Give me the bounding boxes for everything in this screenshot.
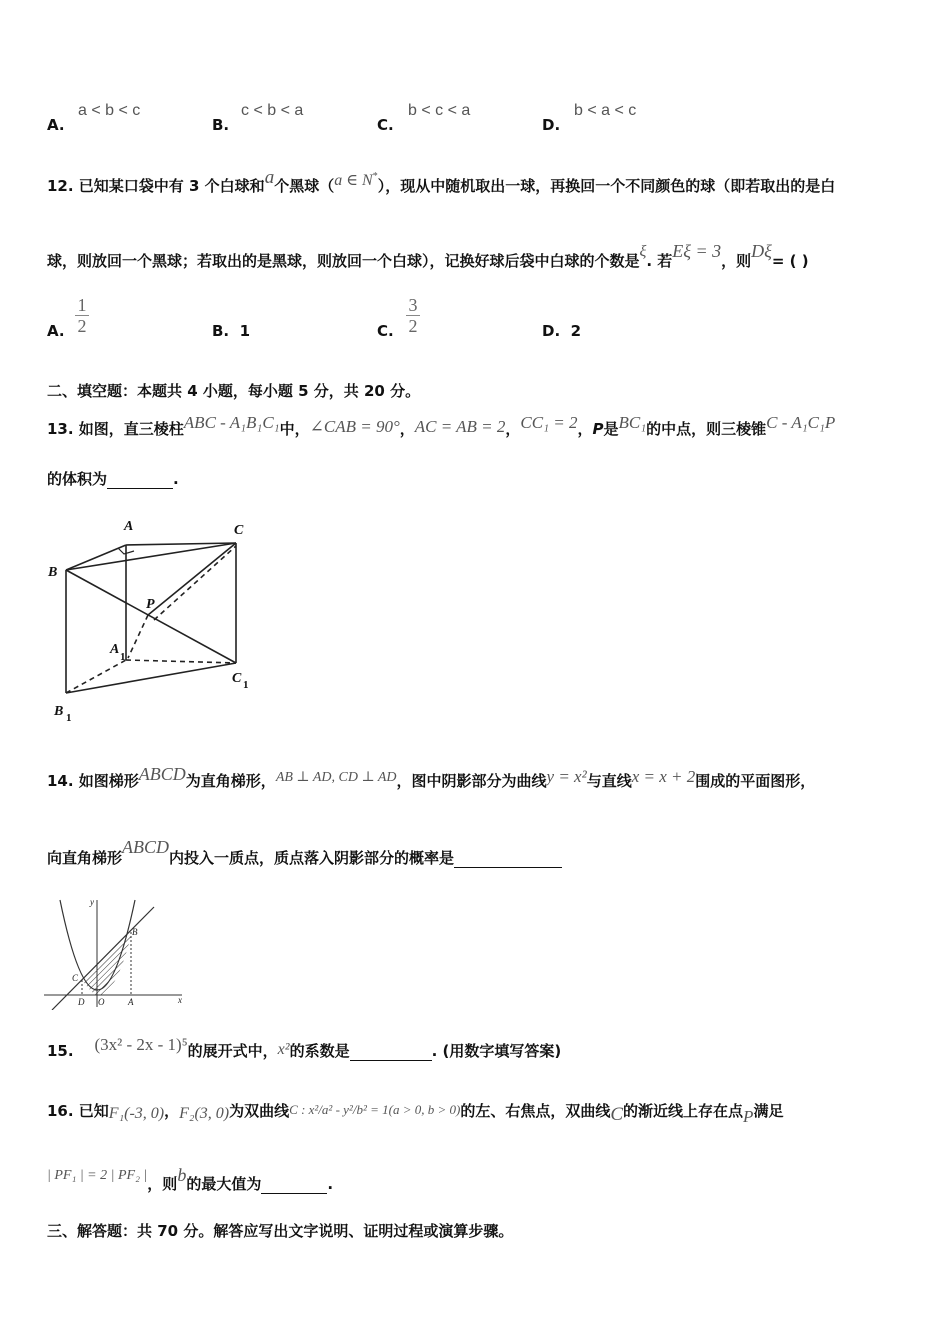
q15-line: 15. (3x² - 2x - 1)⁵的展开式中，x²的系数是 . (用数字填写答案) xyxy=(47,1035,562,1060)
edge-A1C1 xyxy=(126,660,236,663)
prism-figure xyxy=(40,510,260,725)
q11-option-b-letter: B. xyxy=(212,116,230,134)
section-2-heading: 二、填空题：本题共 4 小题，每小题 5 分，共 20 分。 xyxy=(47,382,421,400)
label-P: P xyxy=(146,597,155,612)
label-B: B xyxy=(48,565,58,580)
q12-line2: 球，则放回一个黑球；若取出的是黑球，则放回一个白球），记换好球后袋中白球的个数是ξ. 若Eξ = 3，则Dξ= ( ) xyxy=(47,241,809,270)
q16-answer-blank[interactable] xyxy=(261,1179,327,1194)
label-C1-sub: 1 xyxy=(243,679,249,691)
parabola-figure xyxy=(42,895,192,1010)
q11-option-a-expr: a < b < c xyxy=(78,102,141,119)
q14-line2: 向直角梯形ABCD内投入一质点，质点落入阴影部分的概率是 xyxy=(47,847,562,868)
q12-option-a-fraction: 1 2 xyxy=(75,295,89,336)
edge-PC xyxy=(148,543,236,615)
label-B1-sub: 1 xyxy=(66,712,72,724)
label-A1: A xyxy=(110,642,120,657)
q11-option-b-expr: c < b < a xyxy=(241,102,304,119)
label-B1: B xyxy=(54,704,64,719)
q13-line1: 13. 如图，直三棱柱ABC - A₁B₁C₁中，∠CAB = 90°，AC = AB = 2，CC₁ = 2，P是BC₁的中点，则三棱锥C - A₁C₁P xyxy=(47,413,836,438)
q13-answer-blank[interactable] xyxy=(107,474,173,489)
edge-PA1 xyxy=(128,615,148,658)
q12-option-d: D. 2 xyxy=(542,322,582,340)
q12-option-b: B. 1 xyxy=(212,322,251,340)
q11-option-c-letter: C. xyxy=(377,116,394,134)
edge-AC xyxy=(126,543,236,545)
q15-answer-blank[interactable] xyxy=(350,1046,432,1061)
label-A: A xyxy=(124,519,134,534)
q11-option-d-letter: D. xyxy=(542,116,561,134)
edge-PC-dash xyxy=(154,546,236,620)
edge-BC xyxy=(66,543,236,570)
q11-option-d-expr: b < a < c xyxy=(574,102,637,119)
fig14-label-A: A xyxy=(128,997,134,1007)
q14-answer-blank[interactable] xyxy=(454,853,562,868)
q11-option-a-letter: A. xyxy=(47,116,65,134)
label-C1: C xyxy=(232,671,242,686)
q12-line1: 12. 已知某口袋中有 3 个白球和a个黑球（a ∈ N*），现从中随机取出一球，再换回一个不同颜色的球（即若取出的是白 xyxy=(47,167,836,195)
section-3-heading: 三、解答题：共 70 分。解答应写出文字说明、证明过程或演算步骤。 xyxy=(47,1222,514,1240)
fig14-label-x: x xyxy=(178,995,182,1005)
q14-line1: 14. 如图梯形ABCD为直角梯形，AB ⊥ AD, CD ⊥ AD，图中阴影部分为曲线y = x²与直线x = x + 2围成的平面图形， xyxy=(47,764,816,790)
fig14-label-B: B xyxy=(132,927,138,937)
fig14-label-D: D xyxy=(78,997,85,1007)
label-C: C xyxy=(234,523,244,538)
q12-option-c-fraction: 3 2 xyxy=(406,295,420,336)
edge-B1C1 xyxy=(66,663,236,693)
edge-BC1 xyxy=(66,570,236,663)
q16-line2: | PF₁ | = 2 | PF₂ |，则b的最大值为 . xyxy=(47,1165,334,1193)
label-A1-sub: 1 xyxy=(120,651,126,663)
q16-line1: 16. 已知F₁(-3, 0)，F₂(3, 0)为双曲线C : x²/a² - y²/b² = 1(a > 0, b > 0)的左、右焦点，双曲线C的渐近线上存在点P满足 xyxy=(47,1102,784,1126)
q12-option-a-letter: A. xyxy=(47,322,65,340)
q13-line2: 的体积为 . xyxy=(47,470,179,488)
fig14-label-y: y xyxy=(90,897,94,907)
fig14-label-C: C xyxy=(72,973,79,983)
q12-option-c-letter: C. xyxy=(377,322,394,340)
q11-option-c-expr: b < c < a xyxy=(408,102,471,119)
fig14-label-O: O xyxy=(98,997,105,1007)
edge-BA xyxy=(66,545,126,570)
